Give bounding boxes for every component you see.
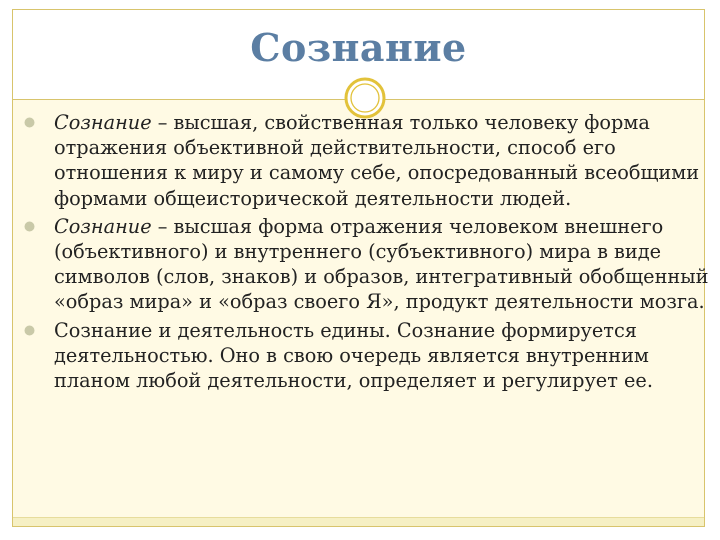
bullet-dot-icon xyxy=(23,324,36,337)
bullet-text: – высшая, свойственная только человеку форма отражения объективной действительности, способ его отношения к миру и самому себе, опосредованный всеобщими формами общеисторической деятельности людей. xyxy=(54,111,700,210)
bullet-item-1 xyxy=(21,110,711,211)
bullet-dot-icon xyxy=(23,220,36,233)
bottom-bar xyxy=(13,517,704,526)
bullet-term: Сознание xyxy=(54,111,152,134)
bullet-text: Сознание и деятельность едины. Сознание формируется деятельностью. Оно в свою очередь является внутренним планом любой деятельности, определяет и регулирует ее. xyxy=(54,318,653,393)
bullet-list xyxy=(21,110,711,396)
slide-title: Сознание xyxy=(250,25,467,70)
bullet-dot-icon xyxy=(23,116,36,129)
slide-frame xyxy=(12,9,709,527)
bullet-term: Сознание xyxy=(54,214,152,238)
bullet-item-2 xyxy=(21,214,711,315)
bullet-text: – высшая форма отражения человеком внешнего (объективного) и внутреннего (субъективного) мира в виде символов (слов, знаков) и образов, интегративный обобщенный «образ мира» и «образ своего Я», продукт деятельности мозга. xyxy=(54,214,709,314)
bullet-item-3 xyxy=(21,318,711,394)
